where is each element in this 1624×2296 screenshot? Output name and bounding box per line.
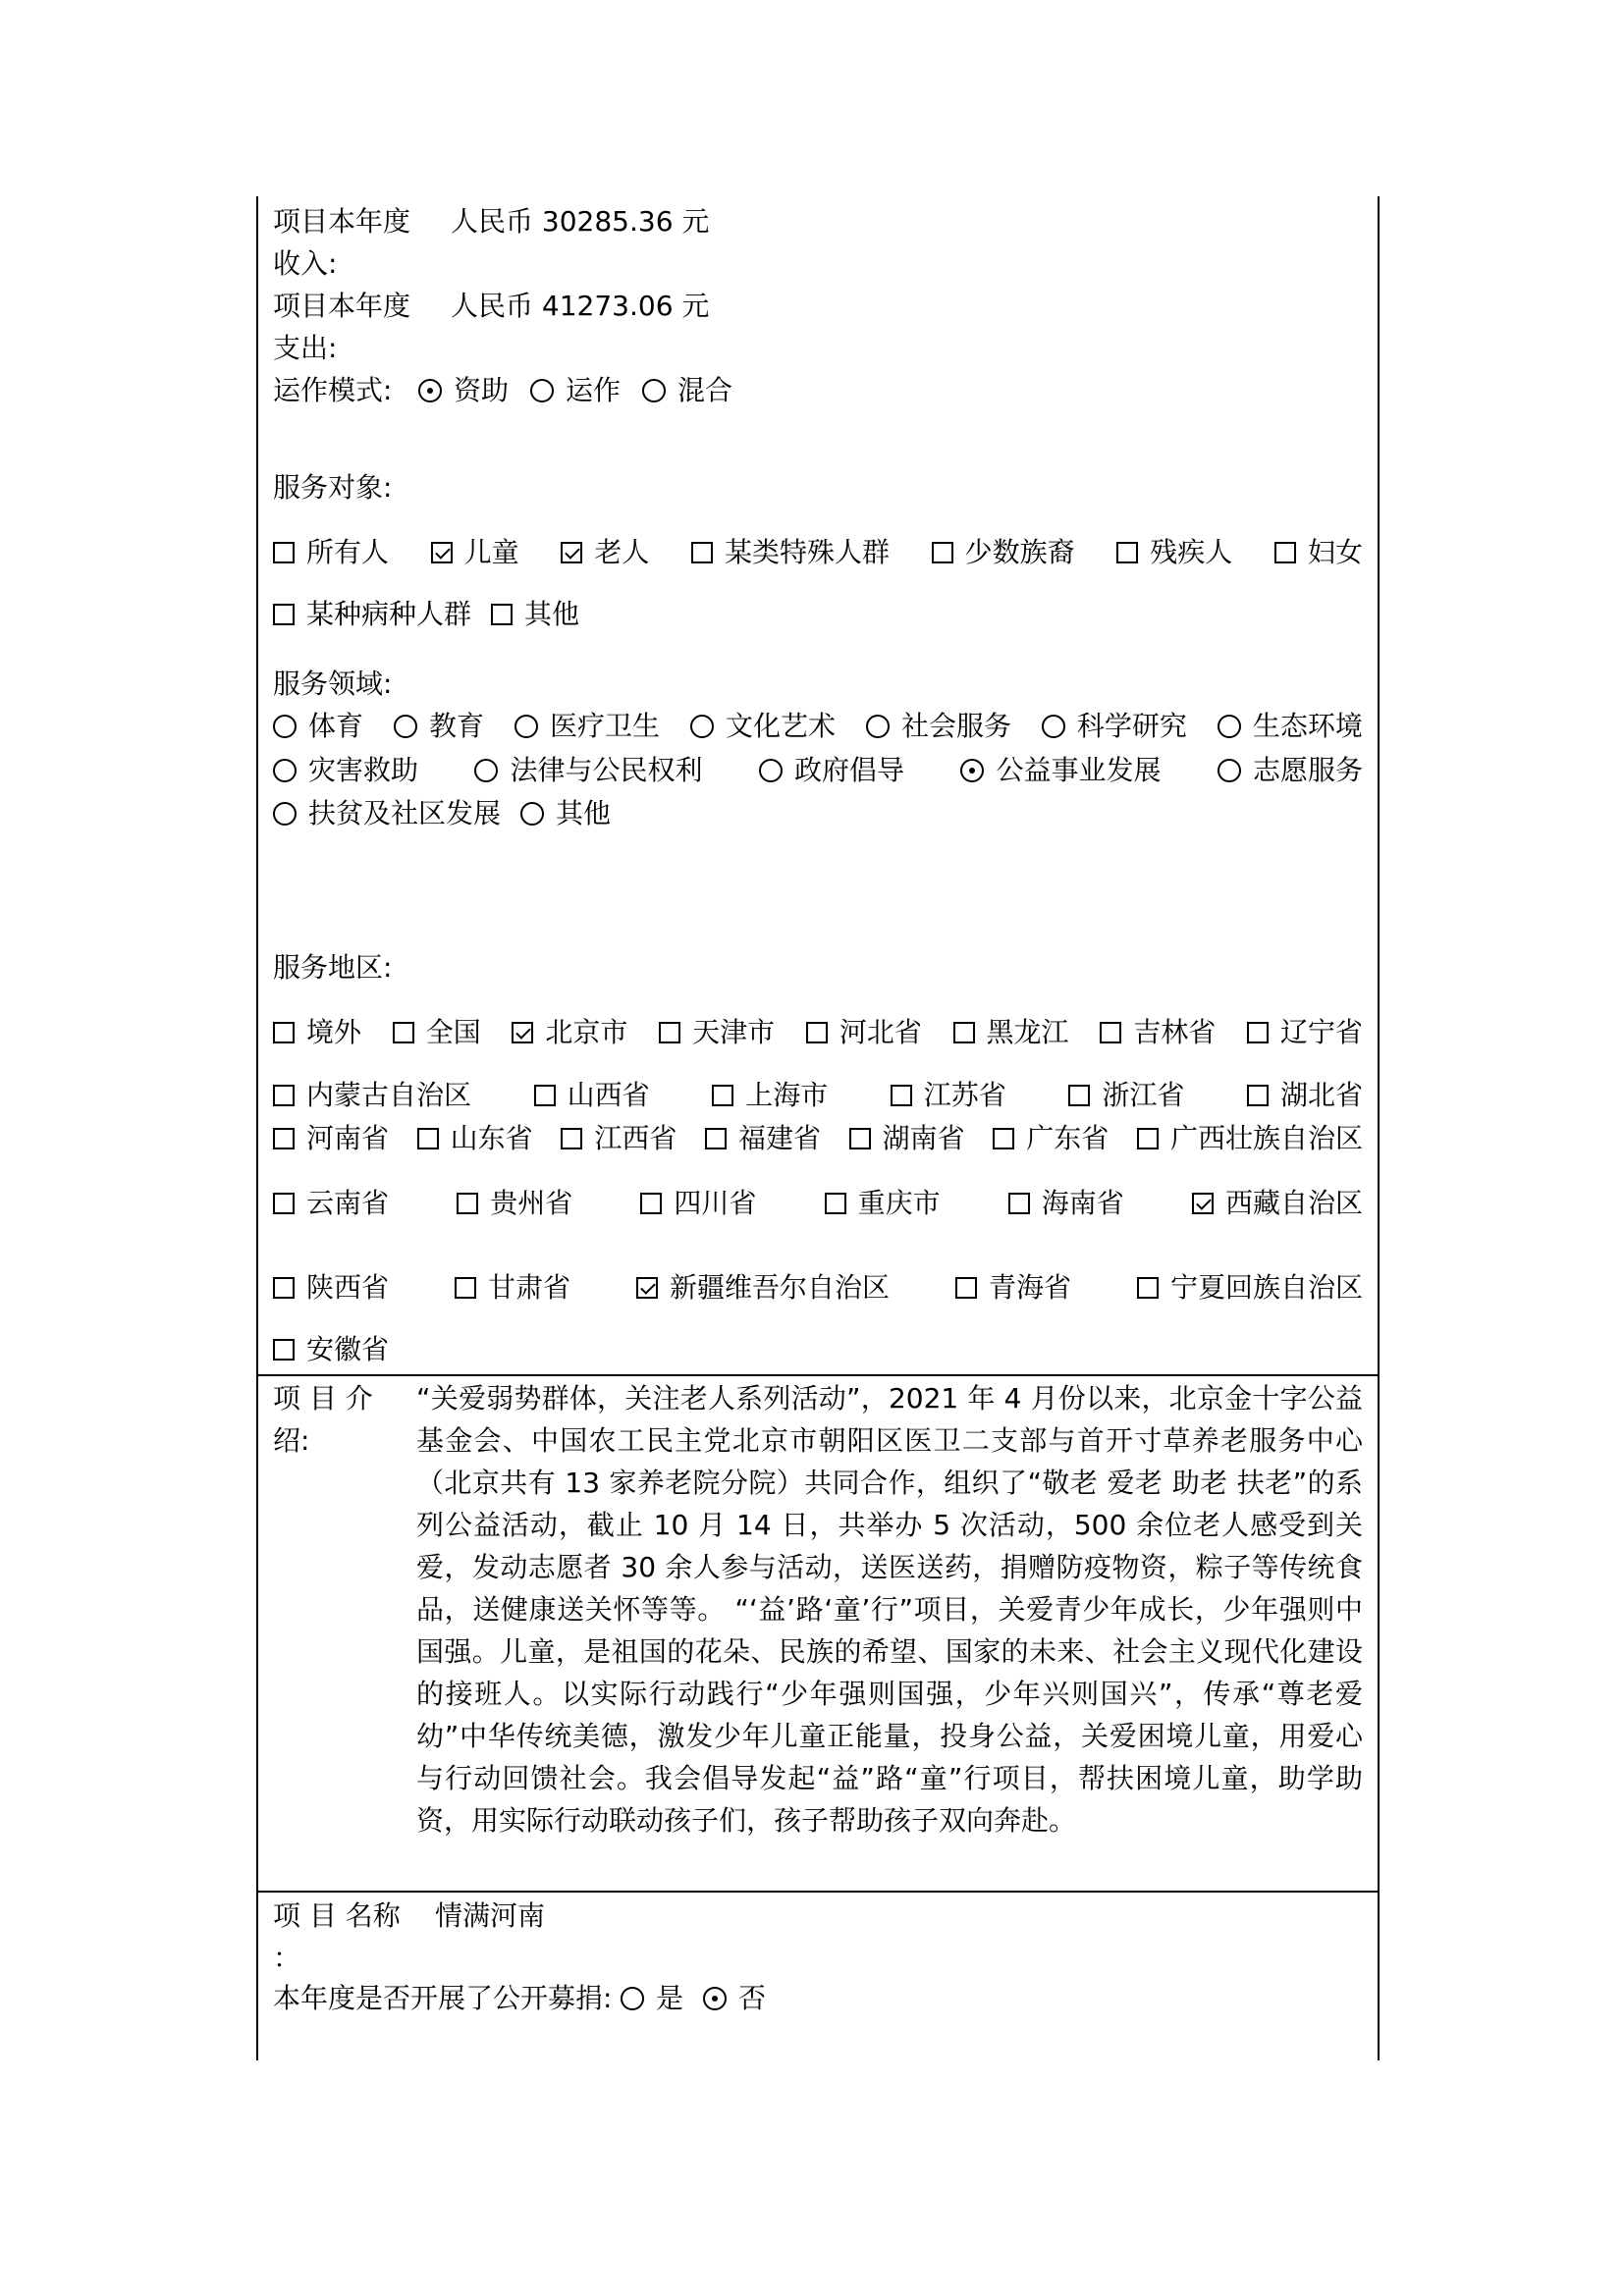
- service-region-option-label: 福建省: [737, 1122, 821, 1154]
- service-field-option[interactable]: [690, 707, 836, 746]
- checkbox-icon[interactable]: [417, 1128, 439, 1149]
- service-region-option[interactable]: [534, 1076, 650, 1115]
- project-name-label: 项 目 名称 ：: [273, 1899, 401, 1974]
- service-regions-row: [273, 1013, 1363, 1052]
- operation-mode-option-label: 资助: [454, 374, 510, 406]
- service-field-option[interactable]: [866, 707, 1011, 746]
- checkbox-icon[interactable]: [273, 542, 295, 563]
- service-fields-row: [273, 794, 1363, 833]
- service-region-option[interactable]: [273, 1076, 471, 1115]
- service-target-option-label: 所有人: [306, 536, 390, 568]
- checkbox-icon[interactable]: [1008, 1193, 1030, 1214]
- public-fundraising-option-label: 否: [738, 1982, 767, 2014]
- service-region-option[interactable]: [273, 1184, 389, 1223]
- service-region-option-label: 吉林省: [1133, 1016, 1217, 1048]
- service-target-option[interactable]: [491, 595, 579, 634]
- radio-icon[interactable]: [520, 802, 544, 826]
- checkbox-icon[interactable]: [825, 1193, 846, 1214]
- service-region-option-label: 广东省: [1026, 1122, 1110, 1154]
- radio-icon[interactable]: [759, 759, 783, 782]
- service-regions-row: [273, 1268, 1363, 1308]
- service-target-option-label: 儿童: [463, 536, 519, 568]
- checkbox-icon[interactable]: [273, 1339, 295, 1361]
- checkbox-icon[interactable]: [849, 1128, 871, 1149]
- service-region-option[interactable]: [659, 1013, 775, 1052]
- service-field-option[interactable]: [759, 751, 904, 790]
- checkbox-icon[interactable]: [1137, 1128, 1159, 1149]
- service-target-option-label: 某种病种人群: [306, 598, 472, 630]
- service-region-option-label: 山西省: [567, 1079, 650, 1111]
- radio-icon[interactable]: [1042, 715, 1065, 738]
- checkbox-icon[interactable]: [455, 1277, 476, 1299]
- service-region-option[interactable]: [273, 1119, 389, 1158]
- service-region-option-label: 新疆维吾尔自治区: [669, 1271, 890, 1304]
- service-target-option[interactable]: [1116, 533, 1232, 572]
- service-region-option[interactable]: [1137, 1119, 1363, 1158]
- service-region-option-label: 黑龙江: [986, 1016, 1069, 1048]
- service-field-option[interactable]: [960, 751, 1161, 790]
- checkbox-icon[interactable]: [1137, 1277, 1159, 1299]
- service-region-option[interactable]: [273, 1013, 361, 1052]
- checkbox-icon[interactable]: [1274, 542, 1296, 563]
- service-region-option[interactable]: [1100, 1013, 1216, 1052]
- service-region-option[interactable]: [393, 1013, 481, 1052]
- operation-mode-option-label: 混合: [677, 374, 733, 406]
- service-region-option[interactable]: [1068, 1076, 1184, 1115]
- checkbox-icon[interactable]: [691, 542, 713, 563]
- service-region-option-label: 河北省: [839, 1016, 922, 1048]
- income-value: 人民币 30285.36 元: [451, 205, 710, 238]
- public-fundraising-option-label: 是: [656, 1982, 684, 2014]
- service-field-option-label: 其他: [556, 797, 612, 829]
- service-field-option-label: 法律与公民权利: [510, 754, 703, 786]
- service-field-option[interactable]: [273, 794, 501, 833]
- service-region-option[interactable]: [955, 1268, 1071, 1308]
- service-region-option-label: 辽宁省: [1279, 1016, 1363, 1048]
- checkbox-icon[interactable]: [393, 1022, 414, 1043]
- service-field-option-label: 灾害救助: [308, 754, 419, 786]
- row-divider-next-project: [256, 1891, 1380, 1893]
- checkbox-icon[interactable]: [1068, 1085, 1090, 1106]
- service-field-option-label: 扶贫及社区发展: [308, 797, 502, 829]
- service-field-option-label: 公益事业发展: [996, 754, 1162, 786]
- service-field-option-label: 文化艺术: [725, 710, 836, 742]
- selected-radio-icon[interactable]: [418, 379, 442, 402]
- operation-mode-option[interactable]: [418, 371, 509, 410]
- service-region-option[interactable]: [273, 1268, 389, 1308]
- operation-mode-label: 运作模式:: [273, 374, 393, 406]
- service-region-option-label: 江西省: [594, 1122, 677, 1154]
- service-region-option-label: 江苏省: [923, 1079, 1006, 1111]
- service-field-option-label: 体育: [308, 710, 364, 742]
- service-region-option[interactable]: [1247, 1013, 1363, 1052]
- service-region-option[interactable]: [825, 1184, 941, 1223]
- checkbox-icon[interactable]: [457, 1193, 478, 1214]
- operation-mode-options: [418, 371, 732, 410]
- checkbox-icon[interactable]: [1247, 1022, 1269, 1043]
- service-field-option[interactable]: [1218, 751, 1363, 790]
- service-region-option[interactable]: [1192, 1184, 1363, 1223]
- service-region-option-label: 河南省: [306, 1122, 390, 1154]
- service-region-option[interactable]: [417, 1119, 533, 1158]
- selected-radio-icon[interactable]: [703, 1987, 727, 2010]
- checkbox-icon[interactable]: [953, 1022, 975, 1043]
- service-region-option-label: 海南省: [1041, 1187, 1124, 1219]
- service-field-option[interactable]: [474, 751, 702, 790]
- service-region-option-label: 天津市: [692, 1016, 776, 1048]
- radio-icon[interactable]: [273, 802, 297, 826]
- service-region-option-label: 湖南省: [882, 1122, 965, 1154]
- service-field-option-label: 医疗卫生: [549, 710, 660, 742]
- checkbox-icon[interactable]: [993, 1128, 1014, 1149]
- service-region-option-label: 浙江省: [1102, 1079, 1185, 1111]
- radio-icon[interactable]: [530, 379, 554, 402]
- service-region-option[interactable]: [806, 1013, 922, 1052]
- service-region-option[interactable]: [712, 1076, 828, 1115]
- checkbox-icon[interactable]: [705, 1128, 727, 1149]
- public-fundraising-option[interactable]: [703, 1977, 766, 2019]
- service-field-option[interactable]: [273, 707, 363, 746]
- row-divider-intro: [256, 1374, 1380, 1376]
- service-region-option[interactable]: [561, 1119, 677, 1158]
- intro-text: “关爱弱势群体，关注老人系列活动”，2021 年 4 月份以来，北京金十字公益基金会、中国农工民主党北京市朝阳区医卫二支部与首开寸草养老服务中心（北京共有 13 家养老院分院）共同合作，组织了“敬老 爱老 助老 扶老”的系列公益活动，截止 10 月 14 日，共举办 5 次活动，500 余位老人感受到关爱，发动志愿者 30 余人参与活动，送医送药，捐赠防疫物资，粽子等传统食品，送健康送关怀等等。 “‘益’路‘童’行”项目，关爱青少年成长，少年强则中国强。儿童，是祖国的花朵、民族的希望、国家的未来、社会主义现代化建设的接班人。以实际行动践行“少年强则国强，少年兴则国兴”，传承“尊老爱幼”中华传统美德，激发少年儿童正能量，投身公益，关爱困境儿童，用爱心与行动回馈社会。我会倡导发起“益”路“童”行项目，帮扶困境儿童，助学助资，用实际行动联动孩子们，孩子帮助孩子双向奔赴。: [416, 1382, 1363, 1837]
- service-field-option[interactable]: [394, 707, 484, 746]
- radio-icon[interactable]: [621, 1987, 644, 2010]
- service-region-option[interactable]: [512, 1013, 627, 1052]
- service-regions-row: [273, 1076, 1363, 1115]
- service-region-option-label: 宁夏回族自治区: [1169, 1271, 1363, 1304]
- service-target-option-label: 妇女: [1307, 536, 1363, 568]
- income-label: 项目本年度收入:: [273, 205, 411, 280]
- service-region-option-label: 上海市: [745, 1079, 829, 1111]
- checkbox-icon[interactable]: [273, 604, 295, 625]
- checkbox-icon[interactable]: [273, 1128, 295, 1149]
- radio-icon[interactable]: [1218, 759, 1241, 782]
- service-target-option[interactable]: [1274, 533, 1363, 572]
- service-field-option-label: 科学研究: [1076, 710, 1187, 742]
- intro-label: 项 目 介绍:: [273, 1382, 373, 1457]
- checked-checkbox-icon[interactable]: [431, 542, 453, 563]
- service-target-option[interactable]: [691, 533, 890, 572]
- selected-radio-icon[interactable]: [960, 759, 984, 782]
- service-region-option-label: 西藏自治区: [1224, 1187, 1363, 1219]
- checked-checkbox-icon[interactable]: [561, 542, 582, 563]
- checkbox-icon[interactable]: [273, 1022, 295, 1043]
- service-region-option-label: 陕西省: [306, 1271, 390, 1304]
- service-region-option-label: 广西壮族自治区: [1169, 1122, 1363, 1154]
- service-region-option[interactable]: [457, 1184, 572, 1223]
- public-fundraising-options: [621, 1977, 766, 2019]
- checkbox-icon[interactable]: [712, 1085, 733, 1106]
- checked-checkbox-icon[interactable]: [1192, 1193, 1214, 1214]
- service-field-option-label: 志愿服务: [1252, 754, 1363, 786]
- service-region-option-label: 湖北省: [1279, 1079, 1363, 1111]
- service-target-option[interactable]: [273, 533, 389, 572]
- service-target-option-label: 老人: [594, 536, 650, 568]
- radio-icon[interactable]: [394, 715, 417, 738]
- service-regions-row: [273, 1184, 1363, 1223]
- operation-mode-option[interactable]: [530, 371, 621, 410]
- service-region-option[interactable]: [891, 1076, 1006, 1115]
- checkbox-icon[interactable]: [491, 604, 513, 625]
- public-fundraising-label: 本年度是否开展了公开募捐:: [273, 1982, 613, 2014]
- table-right-border: [1378, 196, 1380, 2060]
- service-region-option[interactable]: [1247, 1076, 1363, 1115]
- service-field-option[interactable]: [1042, 707, 1187, 746]
- checkbox-icon[interactable]: [659, 1022, 680, 1043]
- service-regions-row: [273, 1330, 1363, 1369]
- radio-icon[interactable]: [1218, 715, 1241, 738]
- service-fields-label: 服务领域:: [273, 667, 393, 700]
- service-region-option-label: 安徽省: [306, 1333, 390, 1365]
- checkbox-icon[interactable]: [932, 542, 953, 563]
- service-region-option[interactable]: [640, 1184, 756, 1223]
- service-target-option-label: 某类特殊人群: [724, 536, 890, 568]
- service-field-option[interactable]: [520, 794, 611, 833]
- service-fields-row: [273, 707, 1363, 746]
- service-region-option-label: 境外: [306, 1016, 362, 1048]
- service-region-option[interactable]: [1137, 1268, 1363, 1308]
- service-target-option[interactable]: [431, 533, 519, 572]
- service-target-option[interactable]: [561, 533, 649, 572]
- service-field-option-label: 社会服务: [900, 710, 1011, 742]
- service-region-option[interactable]: [849, 1119, 965, 1158]
- service-region-option-label: 贵州省: [490, 1187, 573, 1219]
- checkbox-icon[interactable]: [640, 1193, 662, 1214]
- service-targets-label: 服务对象:: [273, 471, 393, 504]
- service-field-option[interactable]: [1218, 707, 1363, 746]
- service-fields-row: [273, 751, 1363, 790]
- service-field-option-label: 生态环境: [1252, 710, 1363, 742]
- service-region-option[interactable]: [953, 1013, 1069, 1052]
- radio-icon[interactable]: [690, 715, 714, 738]
- operation-mode-option-label: 运作: [566, 374, 622, 406]
- checkbox-icon[interactable]: [1247, 1085, 1269, 1106]
- checkbox-icon[interactable]: [1100, 1022, 1121, 1043]
- expense-label: 项目本年度支出:: [273, 290, 411, 364]
- service-region-option-label: 内蒙古自治区: [306, 1079, 472, 1111]
- service-region-option-label: 全国: [425, 1016, 481, 1048]
- public-fundraising-option[interactable]: [621, 1977, 683, 2019]
- service-region-option[interactable]: [636, 1268, 890, 1308]
- checkbox-icon[interactable]: [534, 1085, 556, 1106]
- project-name-value: 情满河南: [435, 1899, 546, 1932]
- service-regions-row: [273, 1119, 1363, 1158]
- expense-value: 人民币 41273.06 元: [451, 290, 710, 322]
- radio-icon[interactable]: [514, 715, 538, 738]
- service-targets-row: [273, 533, 1363, 572]
- radio-icon[interactable]: [474, 759, 498, 782]
- service-region-option[interactable]: [273, 1330, 389, 1369]
- service-region-option-label: 四川省: [674, 1187, 757, 1219]
- radio-icon[interactable]: [273, 759, 297, 782]
- table-left-border: [256, 196, 258, 2060]
- service-region-option[interactable]: [705, 1119, 821, 1158]
- service-region-option-label: 青海省: [988, 1271, 1071, 1304]
- service-region-option[interactable]: [993, 1119, 1109, 1158]
- service-target-option-label: 残疾人: [1150, 536, 1233, 568]
- service-field-option-label: 政府倡导: [793, 754, 904, 786]
- service-region-option-label: 云南省: [306, 1187, 390, 1219]
- checkbox-icon[interactable]: [955, 1277, 977, 1299]
- checkbox-icon[interactable]: [273, 1277, 295, 1299]
- checked-checkbox-icon[interactable]: [636, 1277, 658, 1299]
- service-field-option[interactable]: [514, 707, 660, 746]
- service-region-option-label: 北京市: [545, 1016, 628, 1048]
- service-region-option-label: 重庆市: [857, 1187, 941, 1219]
- service-target-option[interactable]: [932, 533, 1075, 572]
- checked-checkbox-icon[interactable]: [512, 1022, 533, 1043]
- service-targets-row: [273, 595, 1363, 634]
- checkbox-icon[interactable]: [891, 1085, 912, 1106]
- radio-icon[interactable]: [866, 715, 890, 738]
- checkbox-icon[interactable]: [273, 1085, 295, 1106]
- service-target-option[interactable]: [273, 595, 471, 634]
- service-field-option[interactable]: [273, 751, 418, 790]
- operation-mode-option[interactable]: [642, 371, 732, 410]
- service-target-option-label: 少数族裔: [964, 536, 1075, 568]
- checkbox-icon[interactable]: [561, 1128, 582, 1149]
- checkbox-icon[interactable]: [273, 1193, 295, 1214]
- service-regions-label: 服务地区:: [273, 951, 393, 984]
- radio-icon[interactable]: [273, 715, 297, 738]
- service-field-option-label: 教育: [428, 710, 484, 742]
- service-region-option[interactable]: [455, 1268, 570, 1308]
- checkbox-icon[interactable]: [806, 1022, 828, 1043]
- checkbox-icon[interactable]: [1116, 542, 1138, 563]
- radio-icon[interactable]: [642, 379, 666, 402]
- service-region-option[interactable]: [1008, 1184, 1124, 1223]
- service-region-option-label: 山东省: [450, 1122, 533, 1154]
- service-target-option-label: 其他: [524, 598, 580, 630]
- service-region-option-label: 甘肃省: [487, 1271, 570, 1304]
